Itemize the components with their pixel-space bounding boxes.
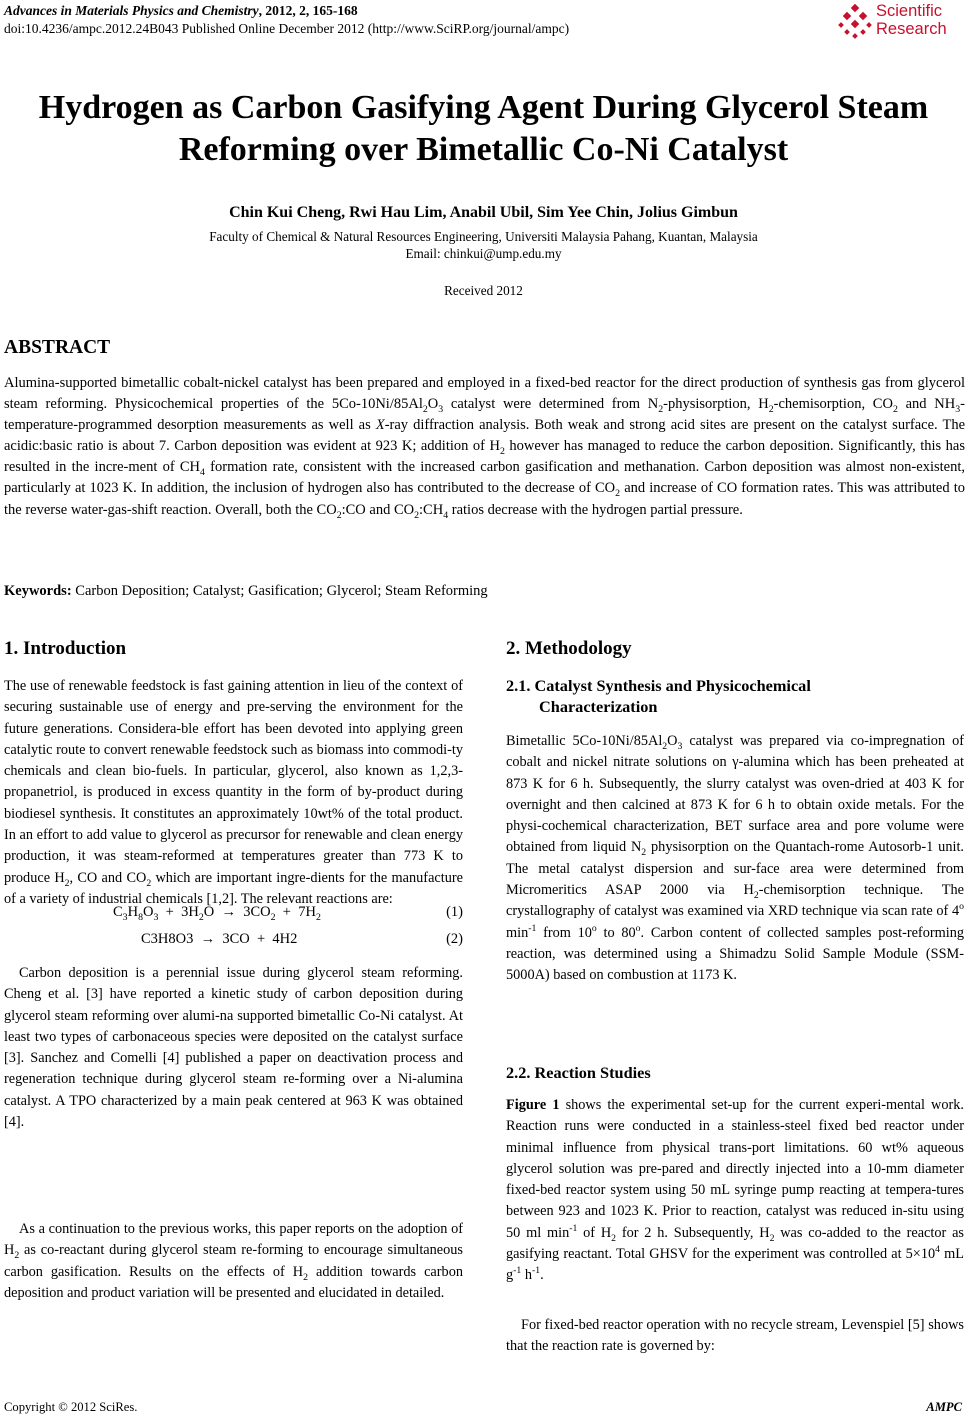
- methodology-heading: 2. Methodology: [506, 638, 632, 659]
- authors: Chin Kui Cheng, Rwi Hau Lim, Anabil Ubil, Sim Yee Chin, Jolius Gimbun: [229, 204, 738, 221]
- journal-name: Advances in Materials Physics and Chemistry: [4, 3, 259, 18]
- copyright: Copyright © 2012 SciRes.: [4, 1400, 138, 1414]
- abstract-heading: ABSTRACT: [4, 337, 111, 358]
- journal-abbrev: AMPC: [926, 1400, 962, 1414]
- intro-paragraph-1: The use of renewable feedstock is fast gaining attention in lieu of the context of securing sustainable use of energy and pre-serving the environment for the future generations. Considera-ble effort has been devoted into applying green catalytic route to convert renewable feedstock such as biomass into commodi-ty chemicals and clean bio-fuels. In particular, glycerol, also known as 1,2,3-propanetriol, is produced in excess quantity in the form of by-product during biodiesel synthesis. It constitutes an approximately 10wt% of the total product. In an effort to add value to glycerol as precursor for renewable and clean energy production, it was steam-reformed at temperatures greater than 773 K to produce $H_2$, CO and $CO_2$ which are important ingre-dients for the manufacture of a variety of industrial chemicals [1,2]. The relevant reactions are:: [4, 678, 463, 907]
- keywords: Keywords: Carbon Deposition; Catalyst; Gasification; Glycerol; Steam Reforming: [4, 583, 488, 599]
- abstract-text: Alumina-supported bimetallic cobalt-nickel catalyst has been prepared and employed in a fixed-bed reactor for the direct production of synthesis gas from glycerol steam reforming. Physicochemical properties of the $5Co-10Ni/85Al_2O_3$ catalyst were determined from $N_2$-physisorption, $H_2$-chemisorption, $CO_2$ and $NH_3-temperature$-programmed desorption measurements as well as X-ray diffraction analysis. Both weak and strong acid sites are present on the catalyst surface. The acidic:basic ratio is about 7. Carbon deposition was evident at 923 K; addition of $H_2$ however has managed to reduce the carbon deposition. Significantly, this has resulted in the incre-ment of $CH_4$ formation rate, consistent with the increased carbon gasification and methanation. Carbon deposition was almost non-existent, particularly at 1023 K. In addition, the inclusion of hydrogen also has contributed to the decrease of $CO_2$ and increase of CO formation rates. This was attributed to the reverse water-gas-shift reaction. Overall, both the $CO_2:CO$ and $CO_2:CH_4$ ratios decrease with the hydrogen partial pressure.: [4, 375, 966, 521]
- affiliation: Faculty of Chemical & Natural Resources Engineering, Universiti Malaysia Pahang, Kuantan, Malaysia: [209, 229, 758, 244]
- running-head: [4, 2, 569, 38]
- section-2-1-text: Bimetallic $5Co-10Ni/85Al_2O_3$ catalyst was prepared via co-impregnation of cobalt and nickel nitrate solutions on γ-alumina which has been preheated at 873 K for 6 h. Subsequently, the slurry catalyst was oven-dried at 403 K for overnight and then calcined at 873 K for 6 h to obtain oxide metals. For the physi-cochemical characterization, BET surface area and pore volume were obtained from liquid $N_2$ physisorption on the Quantach-rome Autosorb-1 unit. The metal catalyst dispersion and sur-face area were determined from Micromeritics ASAP 2000 via $H_2$-chemisorption technique. The crystallography of catalyst was examined via XRD technique via scan rate of 4$^o$ $\min^{-1}$ from 10$^o$ to 80$^o$. Carbon content of collected samples post-reforming reaction, was determined using a Shimadzu Solid Sample Module (SSM-5000A) based on combustion at 1173 K.: [506, 733, 964, 984]
- scientific-research-logo: [838, 2, 963, 42]
- paper-title: Hydrogen as Carbon Gasifying Agent During Glycerol Steam Reforming over Bimetallic Co-Ni Catalyst: [38, 89, 929, 168]
- intro-paragraph-2: Carbon deposition is a perennial issue during glycerol steam reforming. Cheng et al. [3] have reported a kinetic study of carbon deposition during glycerol steam reforming over alumi-na supported bimetallic Co-Ni catalyst. At least two types of carbonaceous species were deposited on the catalyst surface [3]. Sanchez and Comelli [4] published a paper on deactivation process and regeneration technique during glycerol steam re-forming over a Ni-alumina catalyst. A TPO characterized by a main peak centered at 963 K was obtained [4].: [4, 965, 463, 1131]
- intro-paragraph-3: As a continuation to the previous works, this paper reports on the adoption of $H_2$ as co-reactant during glycerol steam re-forming to encourage simultaneous carbon gasification. Results on the effects of $H_2$ addition towards carbon deposition and product variation will be presented and elucidated in detailed.: [4, 1221, 463, 1301]
- logo-dots-icon: [838, 4, 874, 40]
- section-2-2-paragraph-2: For fixed-bed reactor operation with no recycle stream, Levenspiel [5] shows that the reaction rate is governed by:: [506, 1317, 964, 1355]
- doi-line: doi:10.4236/ampc.2012.24B043 Published Online December 2012 (http://www.SciRP.org/journal/ampc): [4, 21, 570, 36]
- section-2-2-text: Figure 1 shows the experimental set-up for the current experi-mental work. Reaction runs were conducted in a stainless-steel fixed bed reactor under minimal influence from physical trans-port limitations. 60 wt% aqueous glycerol solution was pre-pared and directly injected into a 10-mm diameter fixed-bed reactor system using 50 mL syringe pump reacting at tempera-tures between 923 and 1023 K. Prior to reaction, catalyst was reduced in-situ using 50 ml $\min^{-1}$ of $H_2$ for 2 h. Subsequently, $H_2$ was co-added to the reactor as gasifying reactant. Total GHSV for the experiment was controlled at $5\times 10^4$ mL $g^{-1}$ $h^{-1}$.: [506, 1097, 964, 1284]
- figure-1-ref: Figure 1: [506, 1097, 560, 1113]
- introduction-heading: 1. Introduction: [4, 638, 127, 659]
- section-2-1-heading: 2.1. Catalyst Synthesis and Physicochemical Characterization: [506, 676, 811, 716]
- email: Email: chinkui@ump.edu.my: [405, 246, 562, 261]
- keywords-label: Keywords:: [4, 583, 72, 599]
- section-2-2-heading: 2.2. Reaction Studies: [506, 1063, 651, 1082]
- journal-citation: [4, 2, 569, 20]
- received-date: Received 2012: [444, 283, 523, 298]
- logo-text: Scientific Research: [876, 2, 947, 38]
- page-footer: [4, 1400, 962, 1415]
- journal-issue: , 2012, 2, 165-168: [258, 3, 358, 18]
